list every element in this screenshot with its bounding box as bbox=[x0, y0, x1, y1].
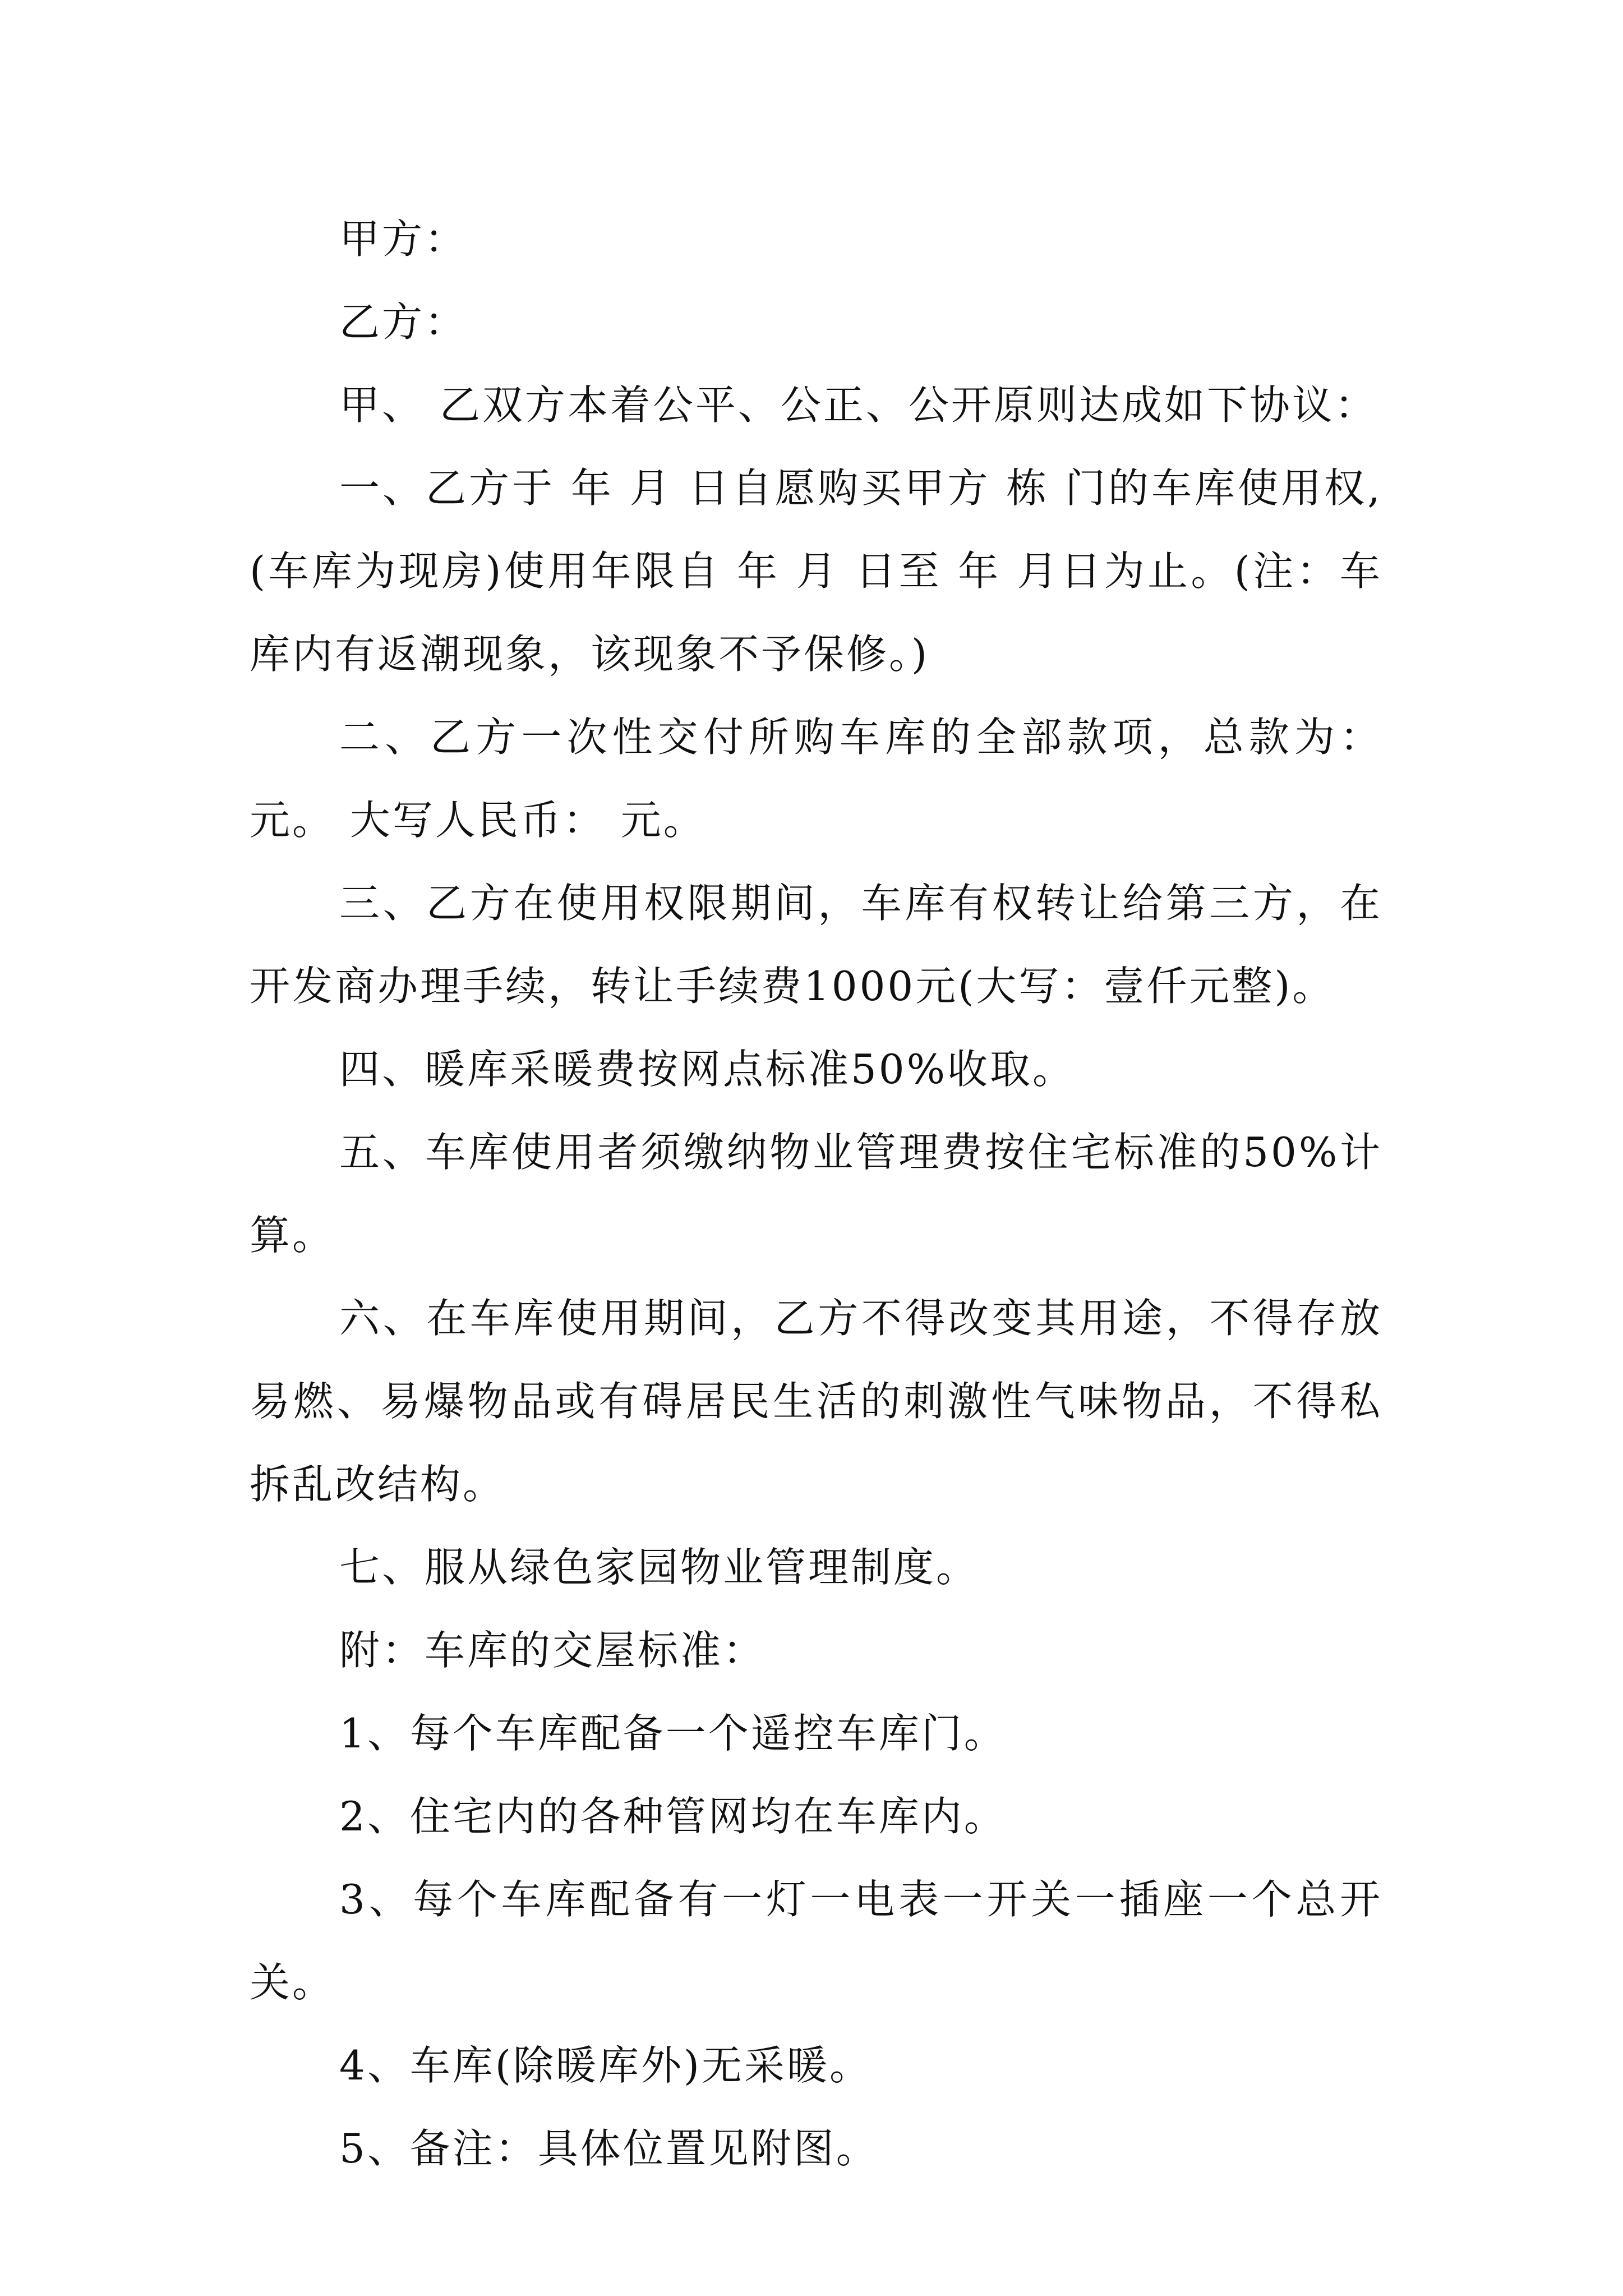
appendix-item-2: 2、住宅内的各种管网均在车库内。 bbox=[339, 1793, 1007, 1840]
appendix-heading: 附：车库的交屋标准： bbox=[339, 1627, 766, 1674]
clause-2: 二、乙方一次性交付所购车库的全部款项，总款为： 元。 大写人民币： 元。 bbox=[250, 714, 1382, 844]
clause-7: 七、服从绿色家园物业管理制度。 bbox=[339, 1544, 979, 1591]
document-body bbox=[250, 197, 1382, 2190]
appendix-item-5: 5、备注：具体位置见附图。 bbox=[339, 2125, 879, 2172]
appendix-item-3: 3、每个车库配备有一灯一电表一开关一插座一个总开关。 bbox=[250, 1876, 1382, 2006]
appendix-item-1: 1、每个车库配备一个遥控车库门。 bbox=[339, 1710, 1007, 1757]
clause-3: 三、乙方在使用权限期间，车库有权转让给第三方，在开发商办理手续，转让手续费1000元(大写：壹仟元整)。 bbox=[250, 880, 1382, 1010]
appendix-item-4: 4、车库(除暖库外)无采暖。 bbox=[339, 2042, 872, 2089]
clause-4: 四、暖库采暖费按网点标准50%收取。 bbox=[339, 1046, 1076, 1093]
clause-1: 一、乙方于 年 月 日自愿购买甲方 栋 门的车库使用权,(车库为现房)使用年限自 年 月 日至 年 月日为止。(注：车库内有返潮现象，该现象不予保修。) bbox=[250, 464, 1382, 678]
party-b-line: 乙方： bbox=[339, 298, 468, 346]
party-a-line: 甲方： bbox=[339, 215, 468, 263]
clause-5: 五、车库使用者须缴纳物业管理费按住宅标准的50%计算。 bbox=[250, 1129, 1382, 1259]
clause-6: 六、在车库使用期间，乙方不得改变其用途，不得存放易燃、易爆物品或有碍居民生活的刺激性气味物品，不得私拆乱改结构。 bbox=[250, 1295, 1382, 1508]
agreement-intro: 甲、 乙双方本着公平、公正、公开原则达成如下协议： bbox=[339, 381, 1377, 429]
